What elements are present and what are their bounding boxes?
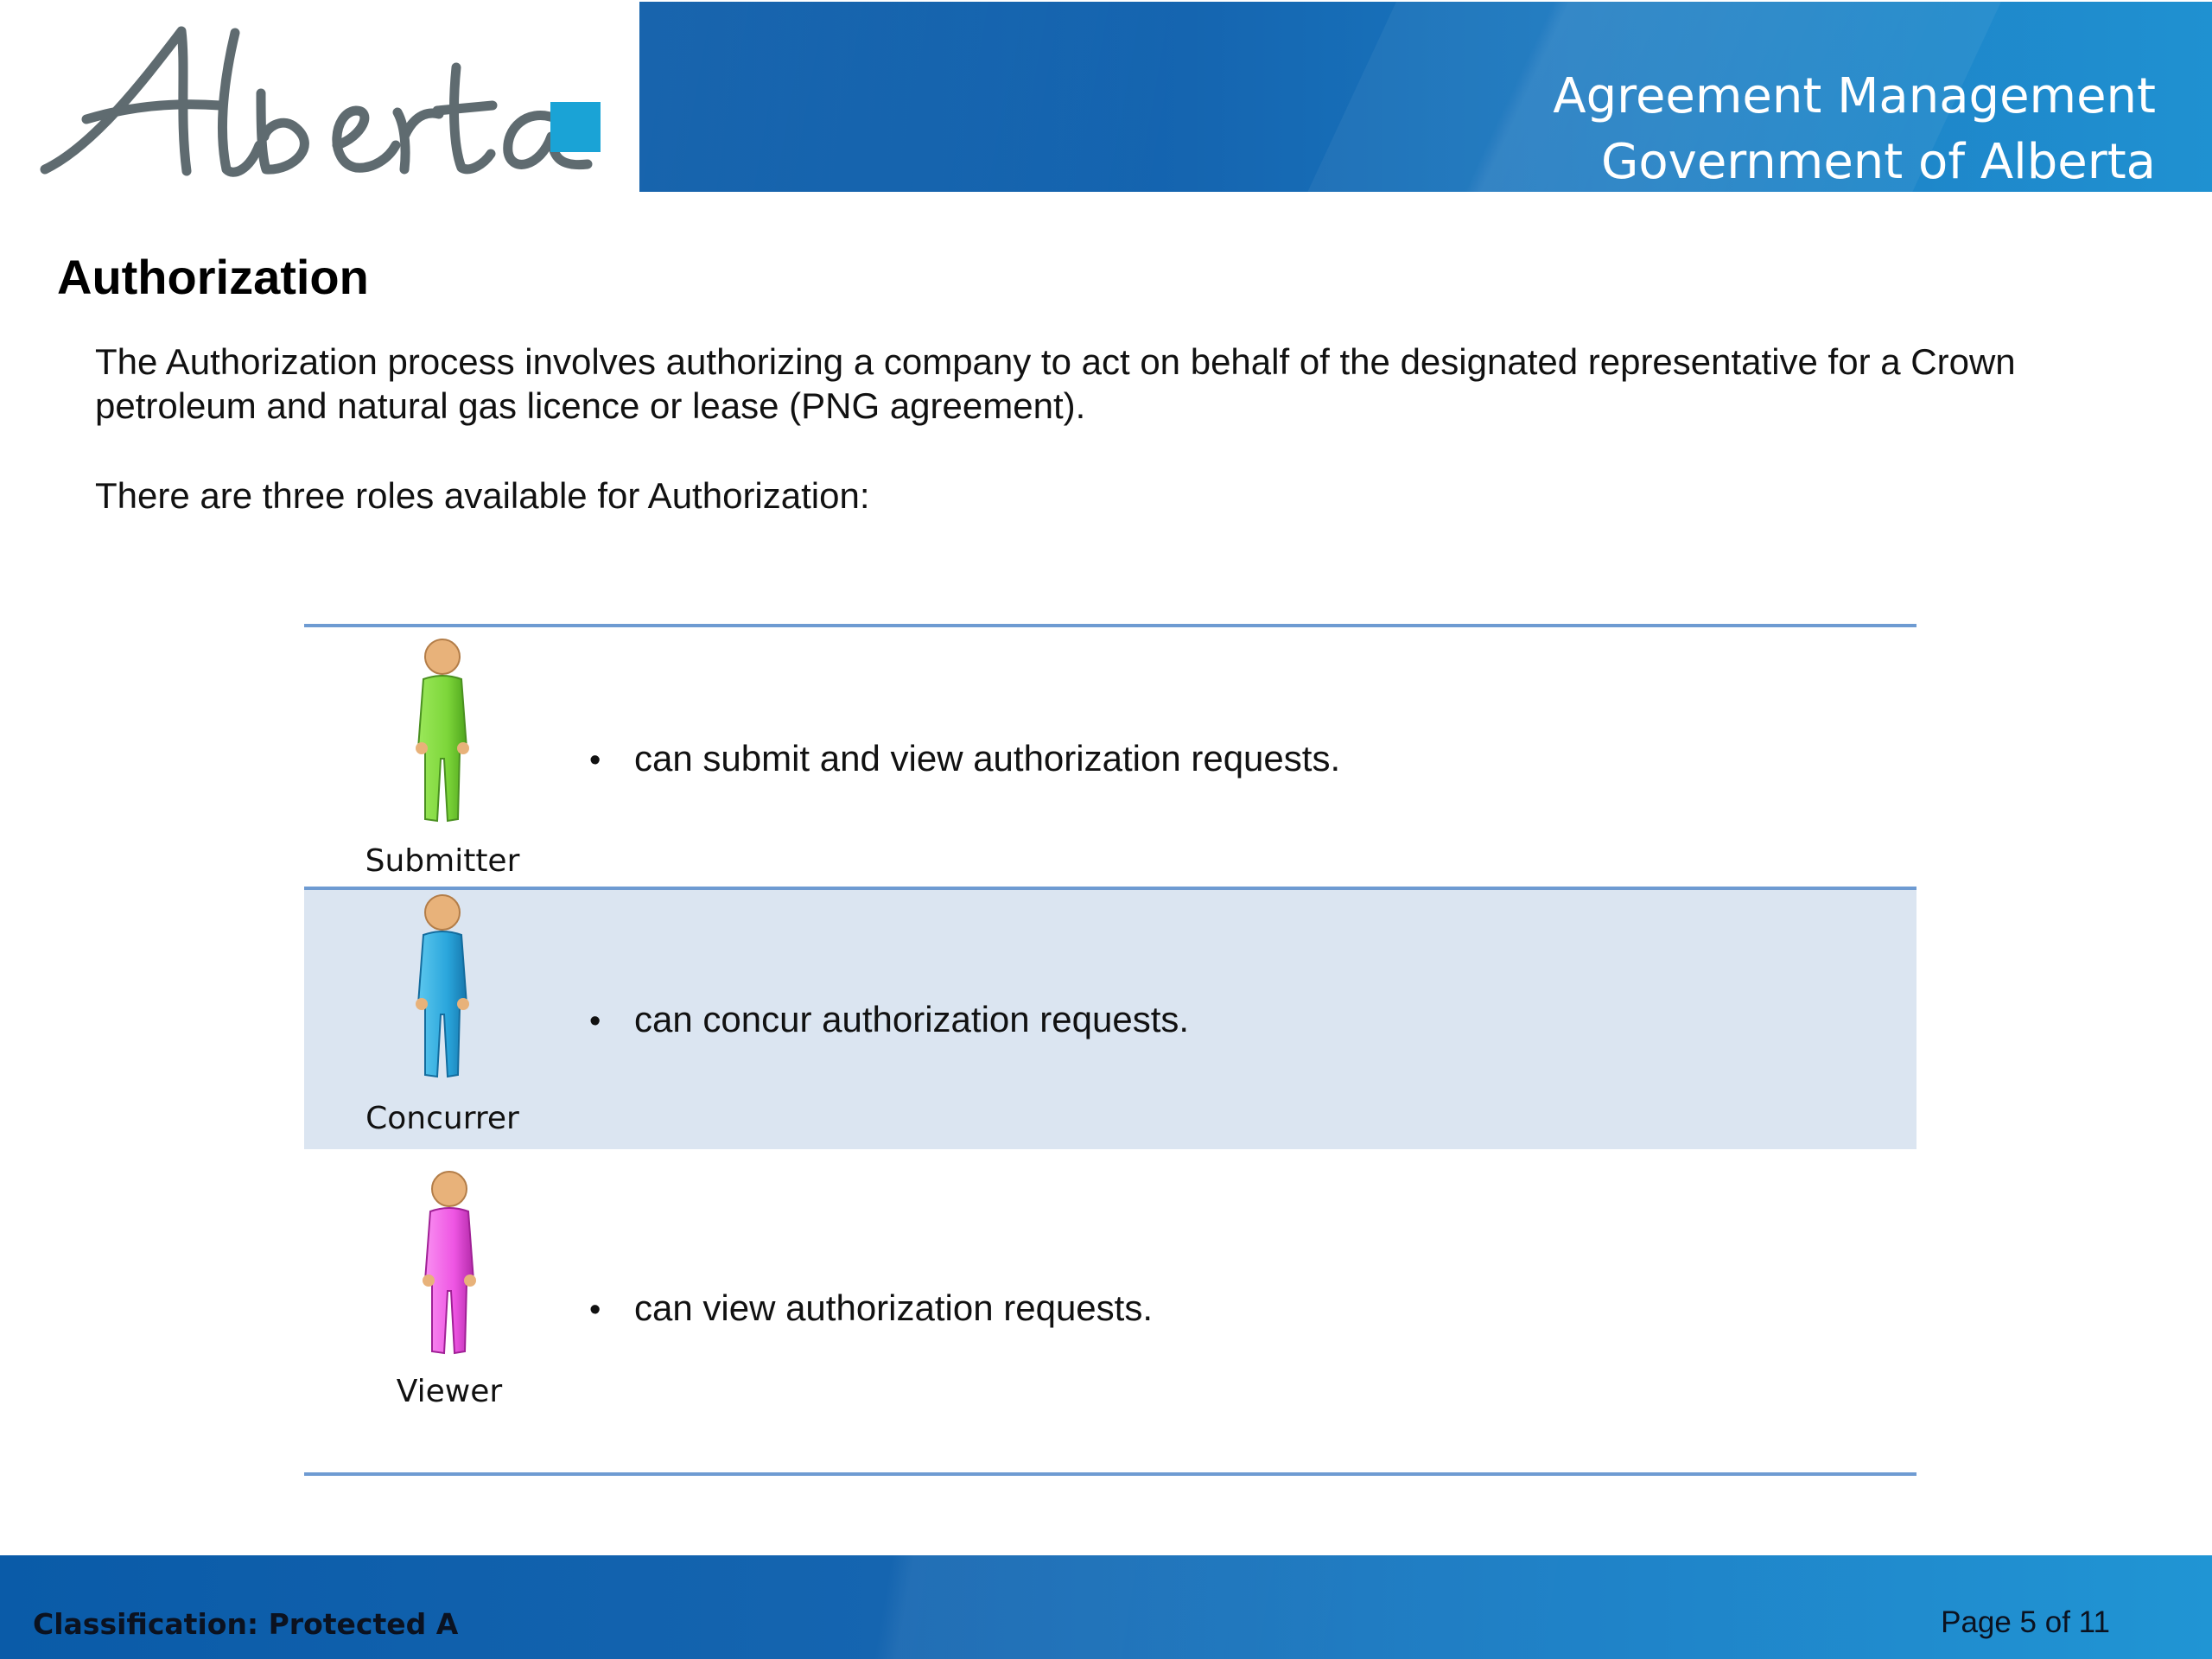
role-description-concurrer bbox=[589, 999, 1189, 1040]
alberta-logo-area bbox=[0, 0, 639, 192]
roles-table bbox=[304, 624, 1916, 1476]
page-title: Authorization bbox=[57, 250, 369, 304]
person-pink-icon bbox=[406, 1170, 493, 1360]
roles-lead-text: There are three roles available for Authorization: bbox=[95, 475, 870, 516]
footer-bar bbox=[0, 1555, 2212, 1659]
bullet-icon: • bbox=[589, 1003, 601, 1039]
person-green-icon bbox=[399, 638, 486, 828]
role-row-concurrer bbox=[304, 890, 1916, 1149]
page-indicator: Page 5 of 11 bbox=[1941, 1605, 2110, 1639]
bullet-icon: • bbox=[589, 1292, 601, 1328]
classification-label: Classification: Protected A bbox=[33, 1607, 459, 1641]
bullet-icon: • bbox=[589, 742, 601, 779]
role-label-submitter: Submitter bbox=[365, 843, 520, 879]
role-description-viewer bbox=[589, 1287, 1153, 1329]
role-description-submitter bbox=[589, 738, 1340, 779]
header-title-line1: Agreement Management bbox=[1553, 68, 2156, 124]
role-label-concurrer: Concurrer bbox=[365, 1101, 519, 1136]
table-bottom-rule bbox=[304, 1472, 1916, 1476]
header-banner bbox=[639, 2, 2212, 192]
role-row-submitter bbox=[304, 627, 1916, 887]
role-description-text: can concur authorization requests. bbox=[634, 999, 1190, 1039]
alberta-logo bbox=[35, 16, 622, 188]
role-description-text: can submit and view authorization requests. bbox=[634, 738, 1341, 779]
header-title bbox=[1553, 64, 2156, 192]
header-title-line2: Government of Alberta bbox=[1601, 134, 2156, 190]
role-row-viewer bbox=[304, 1149, 1916, 1472]
intro-paragraph: The Authorization process involves authorizing a company to act on behalf of the designated representative for a Crown petroleum and natural gas licence or lease (PNG agreement). bbox=[95, 341, 2016, 426]
person-blue-icon bbox=[399, 893, 486, 1084]
role-label-viewer: Viewer bbox=[396, 1374, 503, 1409]
role-description-text: can view authorization requests. bbox=[634, 1287, 1153, 1328]
